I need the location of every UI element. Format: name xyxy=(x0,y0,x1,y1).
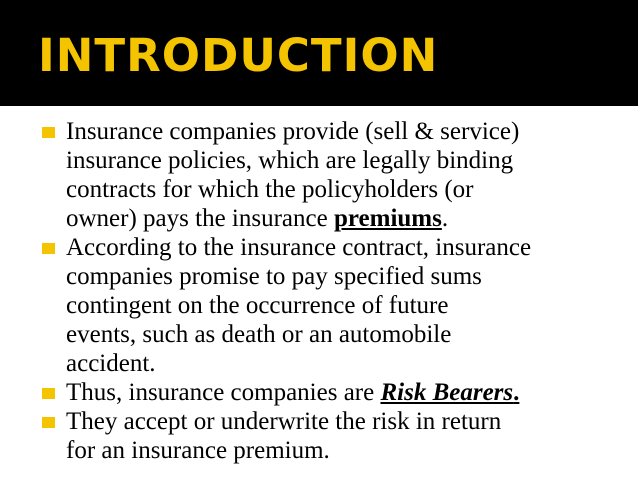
bullet-item-companies-provide xyxy=(0,117,638,233)
bullet-item-underwrite-risk xyxy=(0,407,638,465)
square-bullet-icon xyxy=(42,127,55,138)
bullet-item-insurance-contract xyxy=(0,233,638,378)
slide-title: INTRODUCTION xyxy=(38,29,439,82)
square-bullet-icon xyxy=(42,243,55,254)
bullet-2-line-4: events, such as death or an automobile xyxy=(66,321,452,348)
square-bullet-icon xyxy=(42,417,55,428)
bullet-3-suffix: . xyxy=(513,379,520,406)
bullet-3-line-1 xyxy=(66,378,608,407)
bullet-1-line-3: contracts for which the policyholders (or xyxy=(66,176,474,203)
bullet-list xyxy=(0,117,638,465)
bullet-1-line-1: Insurance companies provide (sell & service) xyxy=(66,118,520,145)
bullet-1-line-4-prefix: owner) pays the insurance xyxy=(66,205,334,232)
bullet-1-line-4-suffix: . xyxy=(441,205,449,232)
bullet-1-line-4 xyxy=(66,204,608,233)
bullet-2-line-3: contingent on the occurrence of future xyxy=(66,292,449,319)
bullet-4-line-2: for an insurance premium. xyxy=(66,437,330,464)
square-bullet-icon xyxy=(42,388,55,399)
bullet-item-risk-bearers xyxy=(0,378,638,407)
risk-bearers-emphasis: Risk Bearers xyxy=(380,379,514,406)
bullet-2-line-1: According to the insurance contract, insurance xyxy=(66,234,532,261)
title-bar xyxy=(0,0,638,106)
bullet-2-line-2: companies promise to pay specified sums xyxy=(66,263,482,290)
premiums-emphasis: premiums xyxy=(333,205,442,232)
bullet-1-line-2: insurance policies, which are legally binding xyxy=(66,147,514,174)
bullet-4-line-1: They accept or underwrite the risk in return xyxy=(66,408,502,435)
bullet-3-prefix: Thus, insurance companies are xyxy=(66,379,381,406)
bullet-2-line-5: accident. xyxy=(66,350,156,377)
